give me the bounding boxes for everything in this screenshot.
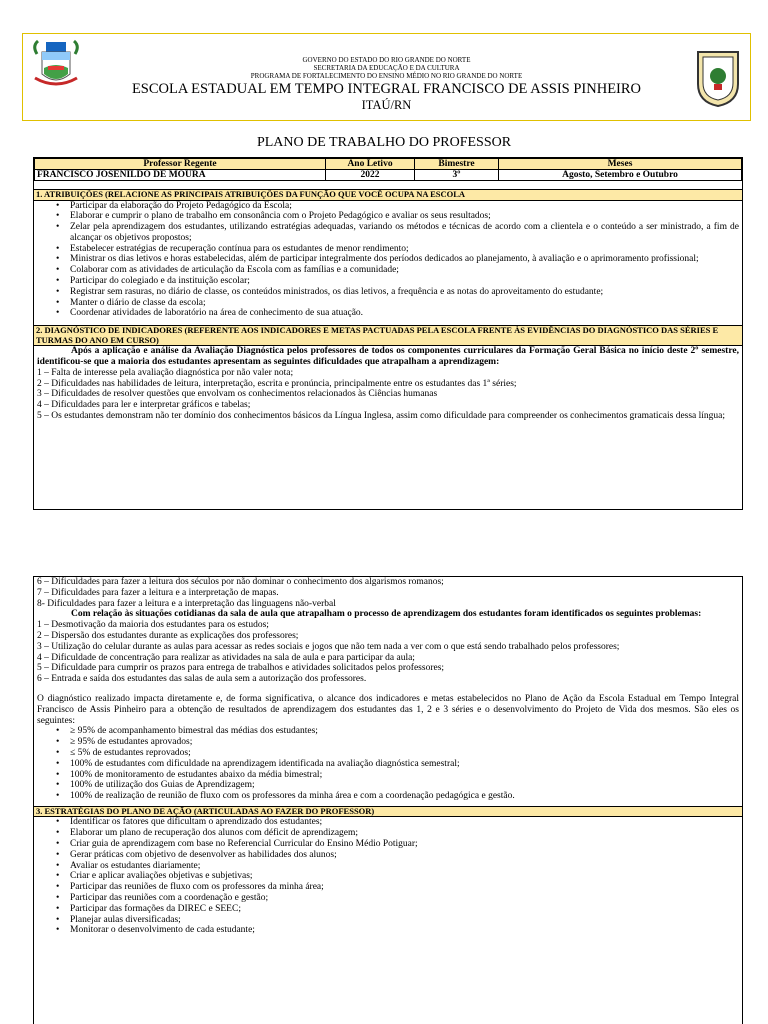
teacher-name: FRANCISCO JOSENILDO DE MOURA: [35, 170, 326, 181]
list-item: 6 – Entrada e saída dos estudantes das salas de aula sem a autorização dos professores.: [37, 674, 367, 685]
list-item: 4 – Dificuldade de concentração para realizar as atividades na sala de aula e para participar da aula;: [37, 652, 415, 663]
list-item: 1 – Desmotivação da maioria dos estudantes para os estudos;: [37, 620, 269, 631]
page-title: PLANO DE TRABALHO DO PROFESSOR: [256, 135, 512, 150]
list-item: 5 – Os estudantes demonstram não ter domínio dos conhecimentos básicos da Língua Inglesa, assim como dificuldade para compreender os conhecimentos gramaticais dessa língua;: [37, 411, 726, 422]
bimester: 3º: [415, 170, 499, 181]
school-city: ITAÚ/RN: [361, 98, 412, 112]
list-item: • ≥ 95% de acompanhamento bimestral das médias dos estudantes;: [34, 726, 742, 737]
teacher-info-table: [34, 158, 742, 181]
header-months: Meses: [499, 159, 742, 170]
list-item: • ≥ 95% de estudantes aprovados;: [34, 737, 742, 748]
list-item: • 100% de monitoramento de estudantes abaixo da média bimestral;: [34, 770, 742, 781]
diagnostic-intro: Após a aplicação e análise da Avaliação Diagnóstica pelos professores de todos os componentes curriculares da Formação Geral Básica no início deste 2º semestre, identificou-se que a maioria dos estudantes apresentam as seguintes dificuldades que atrapalham a aprendizagem:: [37, 346, 739, 368]
header-program-line: PROGRAMA DE FORTALECIMENTO DO ENSINO MÉDIO NO RIO GRANDE DO NORTE: [250, 72, 523, 80]
list-item: • Participar da elaboração do Projeto Pedagógico da Escola;: [34, 201, 742, 212]
plan-page-1: [33, 157, 743, 510]
list-item: • Gerar práticas com objetivo de desenvolver as habilidades dos alunos;: [34, 850, 742, 861]
list-item: • Participar das reuniões de fluxo com os professores da minha área;: [34, 882, 742, 893]
section-3-title: 3. ESTRATÉGIAS DO PLANO DE AÇÃO (ARTICULADAS AO FAZER DO PROFESSOR): [34, 806, 742, 818]
list-item: • ≤ 5% de estudantes reprovados;: [34, 748, 742, 759]
months: Agosto, Setembro e Outubro: [499, 170, 742, 181]
list-item: 8- Dificuldades para fazer a leitura e a interpretação das linguagens não-verbal: [37, 598, 336, 609]
list-item: • Avaliar os estudantes diariamente;: [34, 861, 742, 872]
list-item: • Participar das reuniões com a coordenação e gestão;: [34, 893, 742, 904]
school-year: 2022: [326, 170, 415, 181]
header-government-line: GOVERNO DO ESTADO DO RIO GRANDE DO NORTE: [302, 56, 471, 64]
list-item: 2 – Dispersão dos estudantes durante as explicações dos professores;: [37, 630, 299, 641]
list-item: • Coordenar atividades de laboratório na área de conhecimento de sua atuação.: [34, 308, 742, 319]
document-header: [22, 33, 751, 121]
list-item: • Criar guia de aprendizagem com base no Referencial Curricular do Ensino Médio Potiguar;: [34, 839, 742, 850]
list-item: 4 – Dificuldades para ler e interpretar gráficos e tabelas;: [37, 400, 251, 411]
list-item: • Elaborar e cumprir o plano de trabalho em consonância com o Projeto Pedagógico e avaliar os seus resultados;: [34, 211, 742, 222]
list-item: • Participar das formações da DIREC e SEEC;: [34, 904, 742, 915]
list-item: • Monitorar o desenvolvimento de cada estudante;: [34, 925, 742, 936]
list-item: • Ministrar os dias letivos e horas estabelecidas, além de participar integralmente dos períodos dedicados ao planejamento, à avaliação e o aprimoramento profissional;: [34, 254, 742, 265]
plan-page-2: [33, 576, 743, 1024]
goals-list: [34, 726, 742, 802]
section-2-title: 2. DIAGNÓSTICO DE INDICADORES (REFERENTE AOS INDICADORES E METAS PACTUADAS PELA ESCOLA FRENTE ÀS EVIDÊNCIAS DO DIAGNÓSTICO DAS SÉRIES E TURMAS DO ANO EM CURSO): [34, 325, 742, 346]
list-item: • Elaborar um plano de recuperação dos alunos com déficit de aprendizagem;: [34, 828, 742, 839]
header-teacher: Professor Regente: [35, 159, 326, 170]
list-item: • 100% de estudantes com dificuldade na aprendizagem identificada na avaliação diagnóstica semestral;: [34, 759, 742, 770]
school-seal-icon: [694, 48, 742, 108]
header-bimester: Bimestre: [415, 159, 499, 170]
list-item: • Manter o diário de classe da escola;: [34, 298, 742, 309]
list-item: 1 – Falta de interesse pela avaliação diagnóstica por não valer nota;: [37, 367, 294, 378]
header-year: Ano Letivo: [326, 159, 415, 170]
strategies-list: [34, 817, 742, 936]
list-item: • Identificar os fatores que dificultam o aprendizado dos estudantes;: [34, 817, 742, 828]
section-1-title: 1. ATRIBUIÇÕES (RELACIONE AS PRINCIPAIS ATRIBUIÇÕES DA FUNÇÃO QUE VOCÊ OCUPA NA ESCOLA: [34, 189, 742, 201]
list-item: 7 – Dificuldades para fazer a leitura e a interpretação de mapas.: [37, 587, 279, 598]
classroom-problems-intro: Com relação às situações cotidianas da sala de aula que atrapalham o processo de aprendizagem dos estudantes foram identificados os seguintes problemas:: [71, 609, 702, 620]
list-item: • Criar e aplicar avaliações objetivas e subjetivas;: [34, 871, 742, 882]
list-item: • Colaborar com as atividades de articulação da Escola com as famílias e a comunidade;: [34, 265, 742, 276]
list-item: 3 – Dificuldades de resolver questões que envolvam os conhecimentos relacionados às Ciências humanas: [37, 389, 438, 400]
list-item: • 100% de realização de reunião de fluxo com os professores da minha área e com a coordenação pedagógica e gestão.: [34, 791, 742, 802]
list-item: • 100% de utilização dos Guias de Aprendizagem;: [34, 780, 742, 791]
state-coat-of-arms-icon: [31, 38, 81, 90]
header-secretariat-line: SECRETARIA DA EDUCAÇÃO E DA CULTURA: [313, 64, 460, 72]
list-item: 6 – Dificuldades para fazer a leitura dos séculos por não dominar o conhecimento dos algarismos romanos;: [37, 577, 444, 587]
list-item: • Participar do colegiado e da instituição escolar;: [34, 276, 742, 287]
list-item: 3 – Utilização do celular durante as aulas para acessar as redes sociais e jogos que não tem nada a ver com o que está sendo trabalhado pelos professores;: [37, 641, 620, 652]
list-item: • Planejar aulas diversificadas;: [34, 915, 742, 926]
diagnostic-paragraph: O diagnóstico realizado impacta diretamente e, de forma significativa, o alcance dos indicadores e metas estabelecidos no Plano de Ação da Escola Estadual em Tempo Integral Francisco de Assis Pinheiro para a obtenção de resultados de aprendizagem dos estudantes das 1, 2 e 3 séries e o desenvolvimento do Projeto de Vida dos mesmos. São eles os seguintes:: [37, 693, 739, 726]
list-item: • Registrar sem rasuras, no diário de classe, os conteúdos ministrados, os dias letivos, a frequência e as notas do aproveitamento do estudante;: [34, 287, 742, 298]
school-name: ESCOLA ESTADUAL EM TEMPO INTEGRAL FRANCISCO DE ASSIS PINHEIRO: [131, 81, 642, 97]
list-item: • Estabelecer estratégias de recuperação contínua para os estudantes de menor rendimento;: [34, 244, 742, 255]
list-item: 2 – Dificuldades nas habilidades de leitura, interpretação, escrita e pronúncia, principalmente entre os estudantes das 1ª séries;: [37, 378, 517, 389]
attributions-list: [34, 201, 742, 320]
list-item: 5 – Dificuldade para cumprir os prazos para entrega de trabalhos e atividades solicitados pelos professores;: [37, 663, 445, 674]
list-item: • Zelar pela aprendizagem dos estudantes, utilizando estratégias adequadas, variando os métodos e técnicas de acordo com a clientela e o conteúdo a ser ministrado, a fim de alcançar os objetivos propostos;: [34, 222, 742, 244]
